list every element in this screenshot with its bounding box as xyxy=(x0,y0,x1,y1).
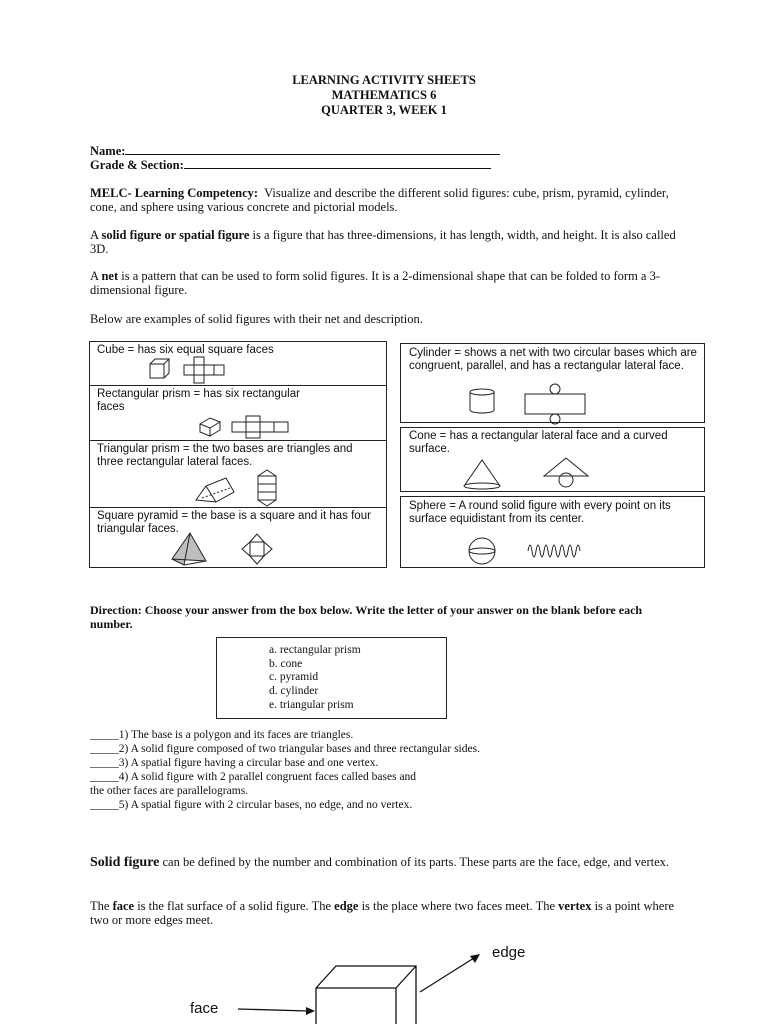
choice-a: a. rectangular prism xyxy=(269,644,361,656)
choice-e: e. triangular prism xyxy=(269,698,354,711)
square-pyramid-net-icon xyxy=(242,534,272,564)
question-4-continued: the other faces are parallelograms. xyxy=(90,785,249,797)
answer-choices-box xyxy=(216,637,447,719)
sphere-description: Sphere = A round solid figure with every point on its surface equidistant from its center. xyxy=(409,500,671,525)
cube-icon xyxy=(150,359,169,378)
rectangular-prism-icon xyxy=(200,418,220,436)
title-line-1: LEARNING ACTIVITY SHEETS xyxy=(292,73,476,87)
rectangular-prism-figures xyxy=(198,414,298,440)
cone-figures xyxy=(462,456,602,491)
triangular-prism-net-icon xyxy=(258,470,276,506)
face-label: face xyxy=(190,1000,219,1017)
melc-paragraph xyxy=(90,186,680,214)
rectangular-prism-net-icon xyxy=(232,416,288,438)
question-3[interactable]: _____3) A spatial figure having a circular base and one vertex. xyxy=(90,757,379,769)
grade-field[interactable] xyxy=(90,158,680,172)
net-definition xyxy=(90,269,680,297)
sphere-icon xyxy=(469,538,495,564)
square-pyramid-icon xyxy=(172,533,206,565)
cone-description: Cone = has a rectangular lateral face and a curved surface. xyxy=(409,430,668,455)
question-5[interactable]: _____5) A spatial figure with 2 circular bases, no edge, and no vertex. xyxy=(90,799,413,811)
fev-edge: edge xyxy=(334,899,359,913)
parts-term: Solid figure xyxy=(90,855,160,870)
name-field[interactable] xyxy=(90,144,680,158)
triangular-prism-icon xyxy=(196,478,234,502)
square-pyramid-figures xyxy=(170,533,300,567)
net-def-term: net xyxy=(101,269,119,283)
fev-vertex: vertex xyxy=(558,899,592,913)
net-def-prefix: A xyxy=(90,269,102,283)
title-line-3: QUARTER 3, WEEK 1 xyxy=(321,103,447,117)
cone-icon xyxy=(464,460,500,489)
cone-net-icon xyxy=(544,458,588,487)
solid-def-prefix: A xyxy=(90,228,102,242)
net-def-text: is a pattern that can be used to form solid figures. It is a 2-dimensional shape that can be folded to form a 3-dimensional figure. xyxy=(90,269,660,297)
face-edge-vertex-paragraph xyxy=(90,899,680,927)
cylinder-net-icon xyxy=(525,384,585,424)
fev-t2: is the flat surface of a solid figure. The xyxy=(134,899,335,913)
title-line-2: MATHEMATICS 6 xyxy=(331,88,437,102)
melc-text: Visualize and describe the different solid figures: cube, prism, pyramid, cylinder, cone, and sphere using various concrete and pictorial models. xyxy=(90,186,669,214)
name-label: Name: xyxy=(90,144,126,158)
cube-description: Cube = has six equal square faces xyxy=(97,344,274,356)
square-pyramid-description: Square pyramid = the base is a square and it has four triangular faces. xyxy=(97,510,371,535)
fev-t1: The xyxy=(90,899,113,913)
diagram-cube-icon xyxy=(316,966,416,1024)
edge-arrow-icon xyxy=(420,954,480,992)
examples-intro: Below are examples of solid figures with their net and description. xyxy=(90,312,423,326)
choice-c: c. pyramid xyxy=(269,671,319,684)
direction-text: Direction: Choose your answer from the box below. Write the letter of your answer on the blank before each number. xyxy=(90,603,643,631)
fev-t3: is the place where two faces meet. The xyxy=(358,899,559,913)
cube-figures xyxy=(150,357,270,383)
question-1[interactable]: _____1) The base is a polygon and its faces are triangles. xyxy=(90,729,354,741)
cylinder-description: Cylinder = shows a net with two circular bases which are congruent, parallel, and has a rectangular lateral face. xyxy=(409,347,697,372)
triangular-prism-figures xyxy=(194,470,304,506)
choice-d: d. cylinder xyxy=(269,685,319,698)
fev-face: face xyxy=(112,899,135,913)
triangular-prism-description: Triangular prism = the two bases are triangles and three rectangular lateral faces. xyxy=(97,443,353,468)
question-4[interactable]: _____4) A solid figure with 2 parallel congruent faces called bases and xyxy=(90,771,417,783)
cube-net-icon xyxy=(184,357,224,383)
grade-label: Grade & Section: xyxy=(90,158,184,172)
rect-prism-text: Rectangular prism = has six rectangular faces xyxy=(97,388,300,413)
rectangular-prism-description xyxy=(97,388,327,413)
parts-text: can be defined by the number and combination of its parts. These parts are the face, edge, and vertex. xyxy=(159,855,670,869)
choice-b: b. cone xyxy=(269,657,303,670)
melc-label: MELC- Learning Competency: xyxy=(90,186,259,200)
solid-def-term: solid figure or spatial figure xyxy=(101,228,250,242)
question-2[interactable]: _____2) A solid figure composed of two triangular bases and three rectangular sides. xyxy=(90,743,480,755)
parts-paragraph xyxy=(90,855,680,870)
face-arrow-icon xyxy=(238,1007,315,1015)
sphere-net-icon xyxy=(528,545,580,557)
edge-label: edge xyxy=(492,944,526,961)
solid-figure-definition xyxy=(90,228,680,256)
sphere-figures xyxy=(468,537,608,567)
cylinder-figures xyxy=(465,386,585,421)
fev-t4: is a point where two or more edges meet. xyxy=(90,899,675,927)
cylinder-icon xyxy=(470,389,494,413)
solid-def-text: is a figure that has three-dimensions, it has length, width, and height. It is also called 3D. xyxy=(90,228,676,256)
